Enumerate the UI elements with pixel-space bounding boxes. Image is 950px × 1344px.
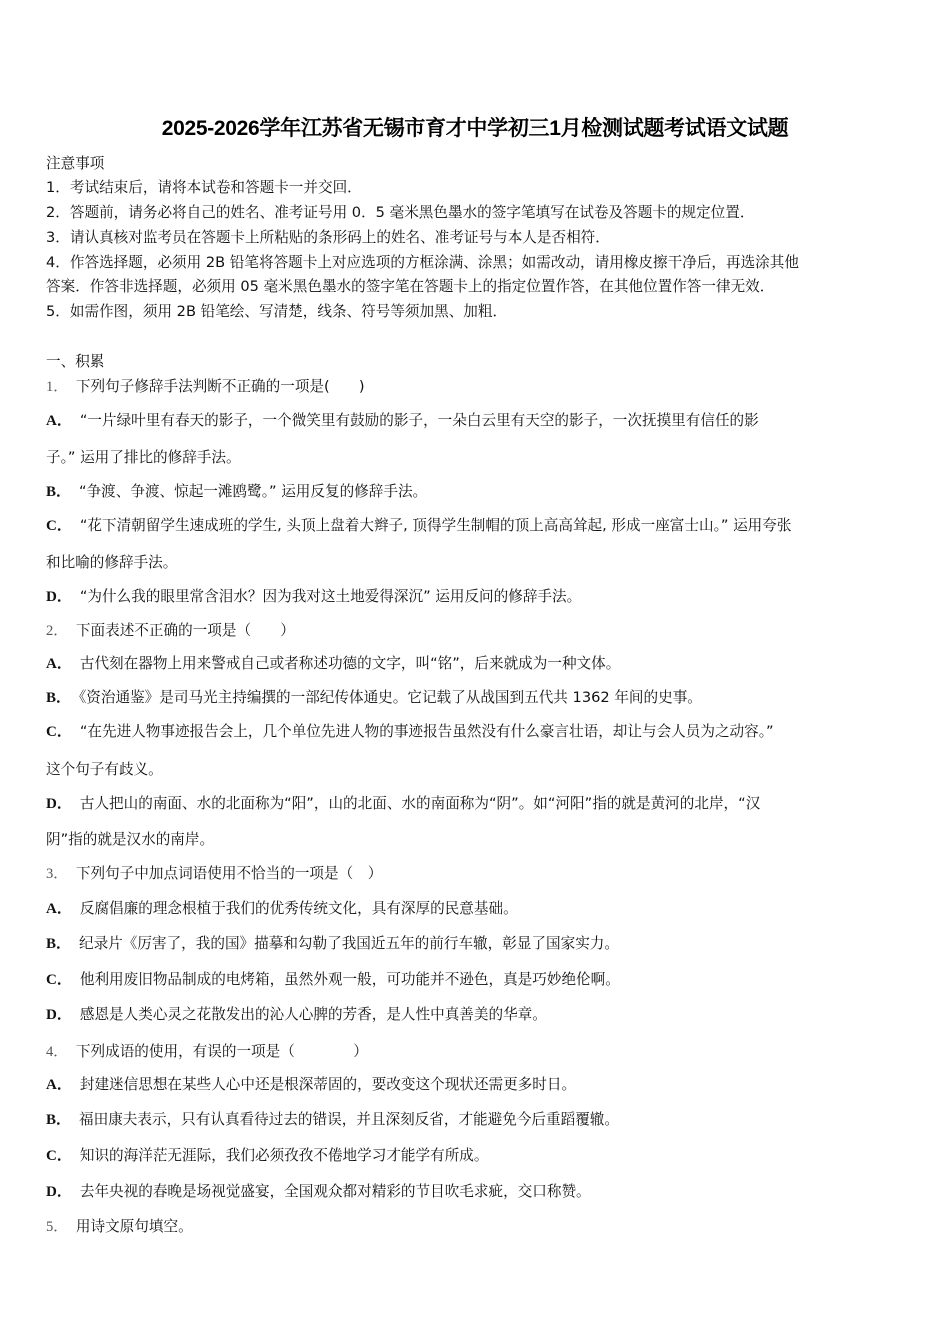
option-a <box>46 897 518 918</box>
option-text: “为什么我的眼里常含泪水？因为我对这土地爱得深沉” 运用反问的修辞手法。 <box>79 588 582 605</box>
option-d <box>46 1003 547 1024</box>
notice-item: 5．如需作图，须用 2B 铅笔绘、写清楚，线条、符号等须加黑、加粗． <box>46 303 508 320</box>
option-text: 古代刻在器物上用来警戒自己或者称述功德的文字，叫“铭”，后来就成为一种文体。 <box>79 655 621 672</box>
question-text: 下面表述不正确的一项是（ ） <box>75 622 295 639</box>
option-b <box>46 686 702 707</box>
option-b <box>46 932 619 953</box>
option-letter: D． <box>46 796 72 812</box>
option-c <box>46 514 791 535</box>
question-text: 下列句子中加点词语使用不恰当的一项是（ ） <box>75 865 383 882</box>
option-a <box>46 409 759 430</box>
question-text: 下列句子修辞手法判断不正确的一项是( ) <box>75 378 365 395</box>
option-letter: B． <box>46 484 72 500</box>
notice-item: 4．作答选择题，必须用 2B 铅笔将答题卡上对应选项的方框涂满、涂黑；如需改动，请用橡皮擦干净后，再选涂其他 <box>46 254 799 271</box>
notice-item: 答案．作答非选择题，必须用 05 毫米黑色墨水的签字笔在答题卡上的指定位置作答，在其他位置作答一律无效． <box>46 278 775 295</box>
option-a <box>46 652 620 673</box>
option-letter: C． <box>46 724 72 740</box>
option-letter: B． <box>46 936 72 952</box>
notice-item: 1．考试结束后，请将本试卷和答题卡一并交回． <box>46 179 362 196</box>
option-b <box>46 480 427 501</box>
option-continuation: 阴”指的就是汉水的南岸。 <box>46 831 215 848</box>
option-letter: C． <box>46 1148 72 1164</box>
option-letter: D． <box>46 589 72 605</box>
option-d <box>46 1180 591 1201</box>
question-number: 5． <box>46 1219 68 1235</box>
option-continuation: 和比喻的修辞手法。 <box>46 554 178 571</box>
option-letter: B． <box>46 690 72 706</box>
option-b <box>46 1108 619 1129</box>
section-heading: 一、积累 <box>46 353 105 370</box>
option-text: “争渡、争渡、惊起一滩鸥鹭。” 运用反复的修辞手法。 <box>79 483 428 500</box>
option-text: “在先进人物事迹报告会上，几个单位先进人物的事迹报告虽然没有什么豪言壮语，却让与会人员为之动容。” <box>79 723 774 740</box>
option-d <box>46 792 760 813</box>
question-stem <box>46 1215 193 1236</box>
option-text: 古人把山的南面、水的北面称为“阳”，山的北面、水的南面称为“阴”。如“河阳”指的就是黄河的北岸，“汉 <box>79 795 761 812</box>
option-text: 纪录片《厉害了，我的国》描摹和勾勒了我国近五年的前行车辙，彰显了国家实力。 <box>79 935 619 952</box>
option-letter: A． <box>46 413 72 429</box>
option-text: “一片绿叶里有春天的影子，一个微笑里有鼓励的影子，一朵白云里有天空的影子，一次抚摸里有信任的影 <box>79 412 759 429</box>
option-continuation: 子。” 运用了排比的修辞手法。 <box>46 449 241 466</box>
option-d <box>46 585 581 606</box>
option-text: “花下清朝留学生速成班的学生, 头顶上盘着大辫子, 顶得学生制帽的顶上高高耸起, 形成一座富士山。” 运用夸张 <box>79 517 792 534</box>
option-letter: A． <box>46 656 72 672</box>
option-letter: A． <box>46 1077 72 1093</box>
option-letter: D． <box>46 1184 72 1200</box>
question-text: 下列成语的使用，有误的一项是（ ） <box>75 1043 368 1060</box>
notice-item: 2．答题前，请务必将自己的姓名、准考证号用 0．5 毫米黑色墨水的签字笔填写在试卷及答题卡的规定位置． <box>46 204 755 221</box>
question-number: 4． <box>46 1044 68 1060</box>
option-a <box>46 1073 576 1094</box>
option-letter: C． <box>46 518 72 534</box>
option-text: 知识的海洋茫无涯际，我们必须孜孜不倦地学习才能学有所成。 <box>79 1147 489 1164</box>
option-text: 反腐倡廉的理念根植于我们的优秀传统文化，具有深厚的民意基础。 <box>79 900 518 917</box>
option-letter: B． <box>46 1112 72 1128</box>
question-stem <box>46 619 295 640</box>
question-text: 用诗文原句填空。 <box>75 1218 193 1235</box>
option-c <box>46 968 620 989</box>
option-text: 封建迷信思想在某些人心中还是根深蒂固的，要改变这个现状还需更多时日。 <box>79 1076 577 1093</box>
notice-item: 3．请认真核对监考员在答题卡上所粘贴的条形码上的姓名、准考证号与本人是否相符． <box>46 229 610 246</box>
question-number: 2． <box>46 623 68 639</box>
notice-heading: 注意事项 <box>46 155 105 172</box>
option-text: 他利用废旧物品制成的电烤箱，虽然外观一般，可功能并不逊色，真是巧妙绝伦啊。 <box>79 971 620 988</box>
question-stem <box>46 375 365 396</box>
page-title: 2025-2026学年江苏省无锡市育才中学初三1月检测试题考试语文试题 <box>161 117 789 140</box>
question-number: 3． <box>46 866 68 882</box>
option-text: 感恩是人类心灵之花散发出的沁人心脾的芳香，是人性中真善美的华章。 <box>79 1006 547 1023</box>
question-stem <box>46 862 382 883</box>
question-stem <box>46 1040 368 1061</box>
option-c <box>46 720 774 741</box>
option-text: 福田康夫表示，只有认真看待过去的错误，并且深刻反省，才能避免今后重蹈覆辙。 <box>79 1111 619 1128</box>
option-continuation: 这个句子有歧义。 <box>46 761 163 778</box>
option-c <box>46 1144 488 1165</box>
option-letter: C． <box>46 972 72 988</box>
option-text: 《资治通鉴》是司马光主持编撰的一部纪传体通史。它记载了从战国到五代共 1362 年间的史事。 <box>79 689 702 706</box>
option-text: 去年央视的春晚是场视觉盛宴，全国观众都对精彩的节目吹毛求疵，交口称赞。 <box>79 1183 591 1200</box>
option-letter: D． <box>46 1007 72 1023</box>
question-number: 1． <box>46 379 68 395</box>
option-letter: A． <box>46 901 72 917</box>
